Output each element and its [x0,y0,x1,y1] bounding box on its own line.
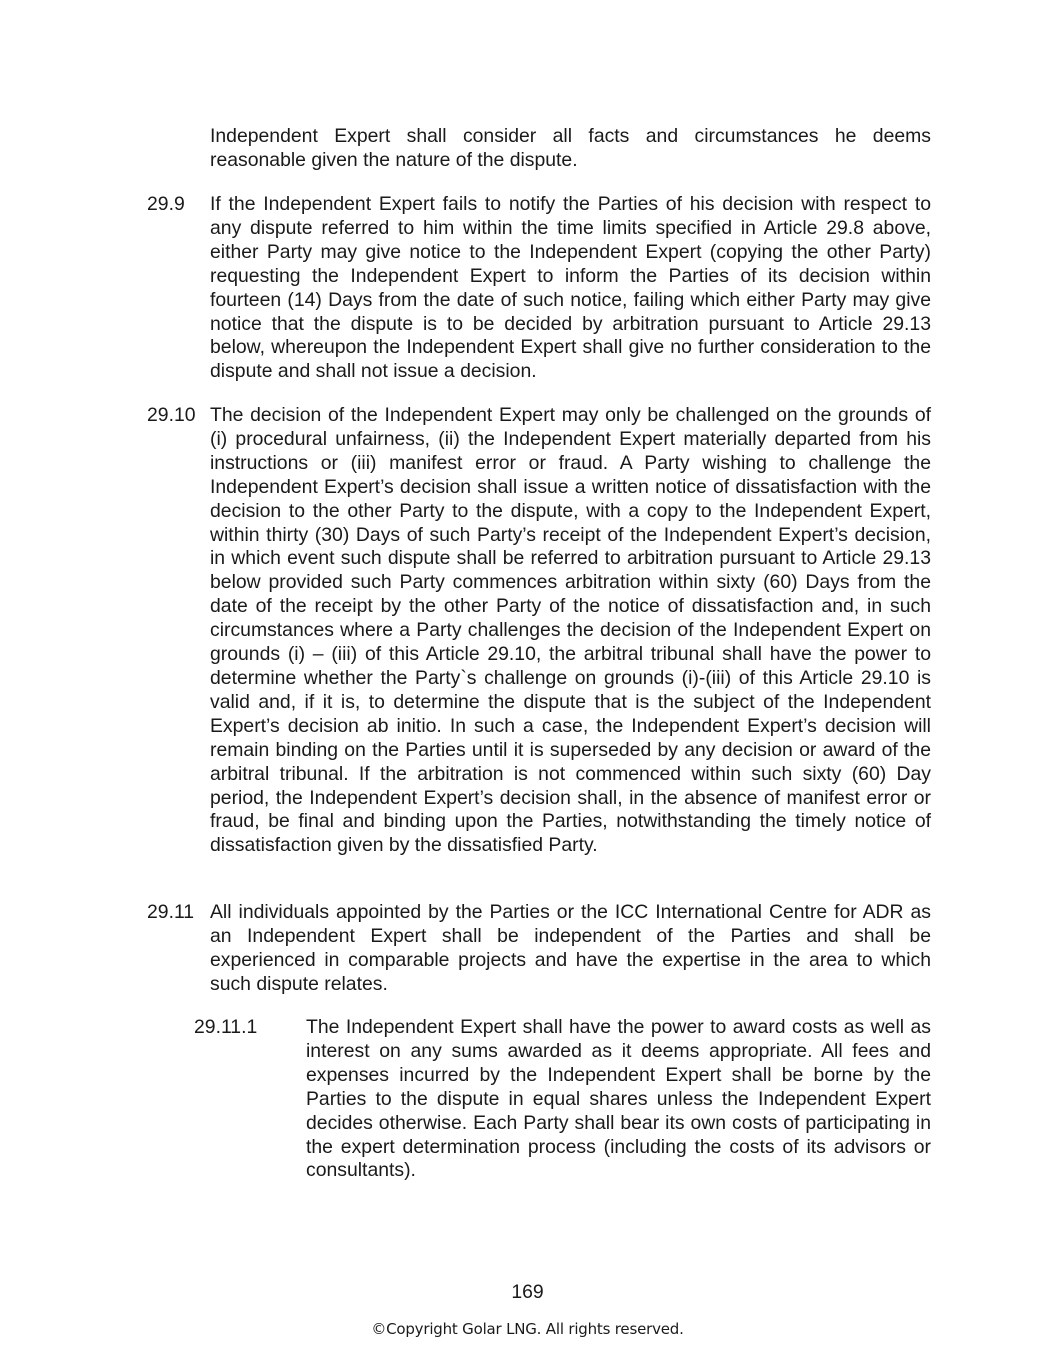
subclause-number: 29.11.1 [194,1016,258,1038]
clause-number: 29.9 [147,193,185,215]
clause-number: 29.10 [147,404,196,426]
continuation-paragraph: Independent Expert shall consider all facts and circumstances he deems reasonable given the nature of the dispute. [210,125,931,171]
copyright-footer: ©Copyright Golar LNG. All rights reserved. [371,1320,684,1338]
clause-text: If the Independent Expert fails to notify the Parties of his decision with respect to any dispute referred to him within the time limits specified in Article 29.8 above, either Party may give notice to the Independent Expert (copying the other Party) requesting the Independent Expert to inform the Parties of its decision within fourteen (14) Days from the date of such notice, failing which either Party may give notice that the dispute is to be decided by arbitration pursuant to Article 29.13 below, whereupon the Independent Expert shall give no further consideration to the dispute and shall not issue a decision. [210,193,931,383]
clause-number: 29.11 [147,901,195,923]
clause-text: All individuals appointed by the Parties or the ICC International Centre for ADR as an Independent Expert shall be independent of the Parties and shall be experienced in comparable projects and have the expertise in the area to which such dispute relates. [210,901,931,995]
subclause-text: The Independent Expert shall have the power to award costs as well as interest on any sums awarded as it deems appropriate. All fees and expenses incurred by the Independent Expert shall be borne by the Parties to the dispute in equal shares unless the Independent Expert decides otherwise. Each Party shall bear its own costs of participating in the expert determination process (including the costs of its advisors or consultants). [306,1016,931,1182]
page-number: 169 [511,1281,544,1303]
clause-text: The decision of the Independent Expert may only be challenged on the grounds of (i) procedural unfairness, (ii) the Independent Expert materially departed from his instructions or (iii) manifest error or fraud. A Party wishing to challenge the Independent Expert’s decision shall issue a written notice of dissatisfaction with the decision to the other Party to the dispute, with a copy to the Independent Expert, within thirty (30) Days of such Party’s receipt of the Independent Expert’s decision, in which event such dispute shall be referred to arbitration pursuant to Article 29.13 below provided such Party commences arbitration within sixty (60) Days from the date of the receipt by the other Party of the notice of dissatisfaction and, in such circumstances where a Party challenges the decision of the Independent Expert on grounds (i) – (iii) of this Article 29.10, the arbitral tribunal shall have the power to determine whether the Party`s challenge on grounds (i)-(iii) of this Article 29.10 is valid and, if it is, to determine the dispute that is the subject of the Independent Expert’s decision ab initio. In such a case, the Independent Expert’s decision will remain binding on the Parties until it is superseded by any decision or award of the arbitral tribunal. If the arbitration is not commenced within such sixty (60) Day period, the Independent Expert’s decision shall, in the absence of manifest error or fraud, be final and binding upon the Parties, notwithstanding the timely notice of dissatisfaction given by the dissatisfied Party. [210,404,931,857]
